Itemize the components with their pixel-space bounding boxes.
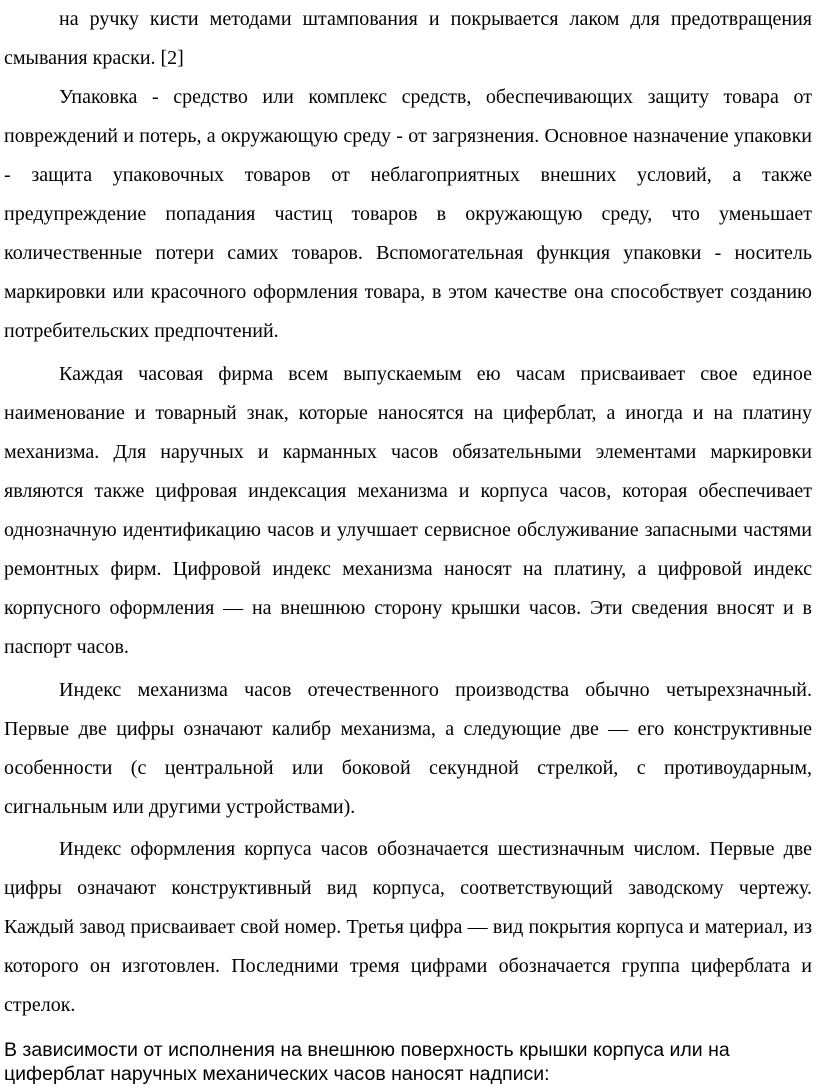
paragraph-continuation: на ручку кисти методами штампования и покрывается лаком для предотвращения смывания краски. [2] bbox=[4, 8, 812, 69]
paragraph-watch-marking: Каждая часовая фирма всем выпускаемым ею часам присваивает свое единое наименование и товарный знак, которые наносятся на циферблат, а иногда и на платину механизма. Для наручных и карманных часов обязательными элементами маркировки являются также цифровая индексация механизма и корпуса часов, которая обеспечивает однозначную идентификацию часов и улучшает сервисное обслуживание запасными частями ремонтных фирм. Цифровой индекс механизма наносят на платину, а цифровой индекс корпусного оформления — на внешнюю сторону крышки часов. Эти сведения вносят и в паспорт часов. bbox=[4, 363, 812, 658]
paragraph-packaging: Упаковка - средство или комплекс средств, обеспечивающих защиту товара от повреждений и потерь, а окружающую среду - от загрязнения. Основное назначение упаковки - защита упаковочных товаров от неблагоприятных внешних условий, а также предупреждение попадания частиц товаров в окружающую среду, что уменьшает количественные потери самих товаров. Вспомогательная функция упаковки - носитель маркировки или красочного оформления товара, в этом качестве она способствует созданию потребительских предпочтений. bbox=[4, 86, 812, 342]
paragraph-mechanism-index: Индекс механизма часов отечественного производства обычно четырехзначный. Первые две цифры означают калибр механизма, а следующие две — его конструктивные особенности (с центральной или боковой секундной стрелкой, с противоударным, сигнальным или другими устройствами). bbox=[4, 679, 812, 818]
paragraph-case-index: Индекс оформления корпуса часов обозначается шестизначным числом. Первые две цифры означают конструктивный вид корпуса, соответствующий заводскому чертежу. Каждый завод присваивает свой номер. Третья цифра — вид покрытия корпуса и материал, из которого он изготовлен. Последними тремя цифрами обозначается группа циферблата и стрелок. bbox=[4, 838, 812, 1016]
section-heading: В зависимости от исполнения на внешнюю поверхность крышки корпуса или на циферблат наручных механических часов наносят надписи: bbox=[4, 1039, 730, 1085]
